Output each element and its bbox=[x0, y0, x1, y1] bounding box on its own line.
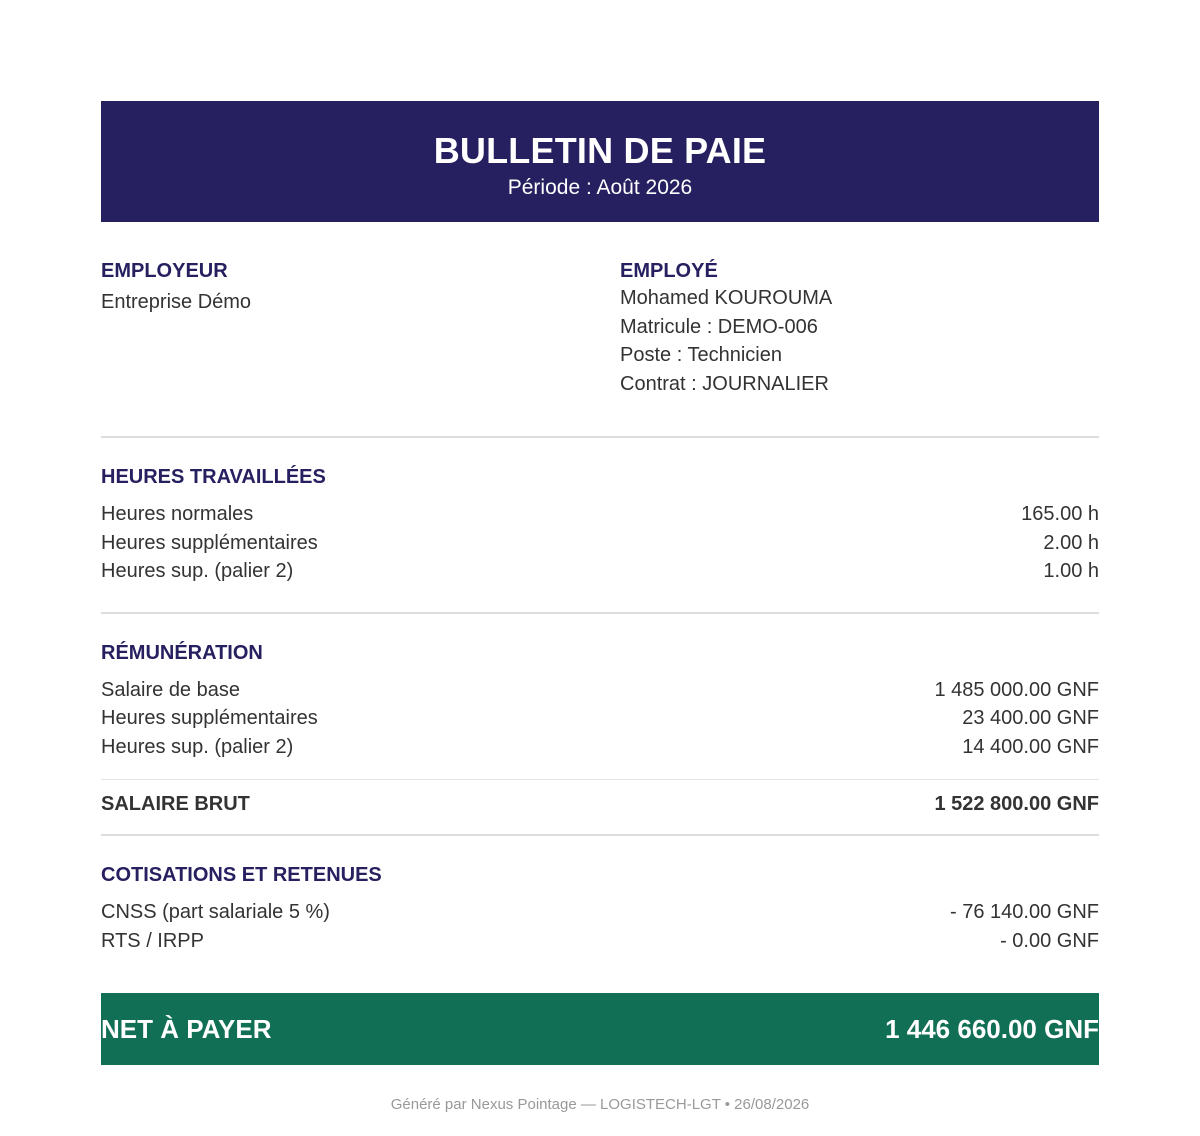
remuneration-row-value: 1 485 000.00 GNF bbox=[934, 678, 1099, 701]
remuneration-row-value: 14 400.00 GNF bbox=[962, 735, 1099, 758]
footer-note: Généré par Nexus Pointage — LOGISTECH-LGT • 26/08/2026 bbox=[390, 1096, 810, 1113]
employee-heading: EMPLOYÉ bbox=[620, 260, 718, 282]
employee-poste: Poste : Technicien bbox=[620, 344, 782, 366]
gross-salary-value: 1 522 800.00 GNF bbox=[934, 793, 1099, 815]
parties-section bbox=[101, 258, 1099, 398]
employee-contrat: Contrat : JOURNALIER bbox=[620, 372, 829, 395]
deductions-heading: COTISATIONS ET RETENUES bbox=[101, 864, 382, 886]
hours-row-label: Heures sup. (palier 2) bbox=[101, 560, 294, 582]
hours-row bbox=[101, 529, 1099, 558]
payslip-header bbox=[101, 101, 1099, 222]
remuneration-row-value: 23 400.00 GNF bbox=[962, 707, 1099, 729]
hours-section bbox=[101, 438, 1099, 586]
hours-row-value: 165.00 h bbox=[1021, 503, 1099, 525]
employer-heading: EMPLOYEUR bbox=[101, 260, 228, 282]
employee-name: Mohamed KOUROUMA bbox=[620, 287, 833, 309]
hours-row-label: Heures supplémentaires bbox=[101, 531, 318, 554]
deductions-section bbox=[101, 836, 1099, 955]
document-title: BULLETIN DE PAIE bbox=[433, 130, 767, 171]
remuneration-row bbox=[101, 676, 1099, 705]
hours-row-value: 2.00 h bbox=[1043, 531, 1099, 554]
remuneration-row-label: Salaire de base bbox=[101, 678, 240, 701]
hours-row bbox=[101, 500, 1099, 529]
net-pay-label: NET À PAYER bbox=[101, 1013, 272, 1044]
period-label: Période : Août 2026 bbox=[507, 176, 693, 199]
gross-salary-label: SALAIRE BRUT bbox=[101, 793, 250, 815]
remuneration-row bbox=[101, 704, 1099, 733]
hours-row bbox=[101, 557, 1099, 586]
net-pay-bar bbox=[101, 993, 1099, 1065]
hours-row-value: 1.00 h bbox=[1043, 560, 1099, 582]
remuneration-row bbox=[101, 733, 1099, 762]
payslip bbox=[101, 0, 1099, 1113]
deduction-row-label: CNSS (part salariale 5 %) bbox=[101, 901, 330, 923]
deduction-row-value: - 76 140.00 GNF bbox=[950, 901, 1099, 923]
remuneration-row-label: Heures sup. (palier 2) bbox=[101, 735, 294, 758]
net-pay-value: 1 446 660.00 GNF bbox=[885, 1013, 1099, 1044]
hours-row-label: Heures normales bbox=[101, 503, 254, 525]
deduction-row-value: - 0.00 GNF bbox=[1000, 929, 1099, 952]
remuneration-section bbox=[101, 614, 1099, 762]
remuneration-heading: RÉMUNÉRATION bbox=[101, 641, 263, 664]
employer-name: Entreprise Démo bbox=[101, 291, 252, 313]
deduction-row bbox=[101, 927, 1099, 956]
employer-block bbox=[101, 258, 620, 398]
gross-salary-row bbox=[101, 780, 1099, 834]
employee-block bbox=[620, 258, 1099, 398]
remuneration-row-label: Heures supplémentaires bbox=[101, 707, 318, 729]
deduction-row bbox=[101, 898, 1099, 927]
employee-matricule: Matricule : DEMO-006 bbox=[620, 315, 818, 338]
deduction-row-label: RTS / IRPP bbox=[101, 929, 204, 952]
hours-heading: HEURES TRAVAILLÉES bbox=[101, 466, 326, 488]
